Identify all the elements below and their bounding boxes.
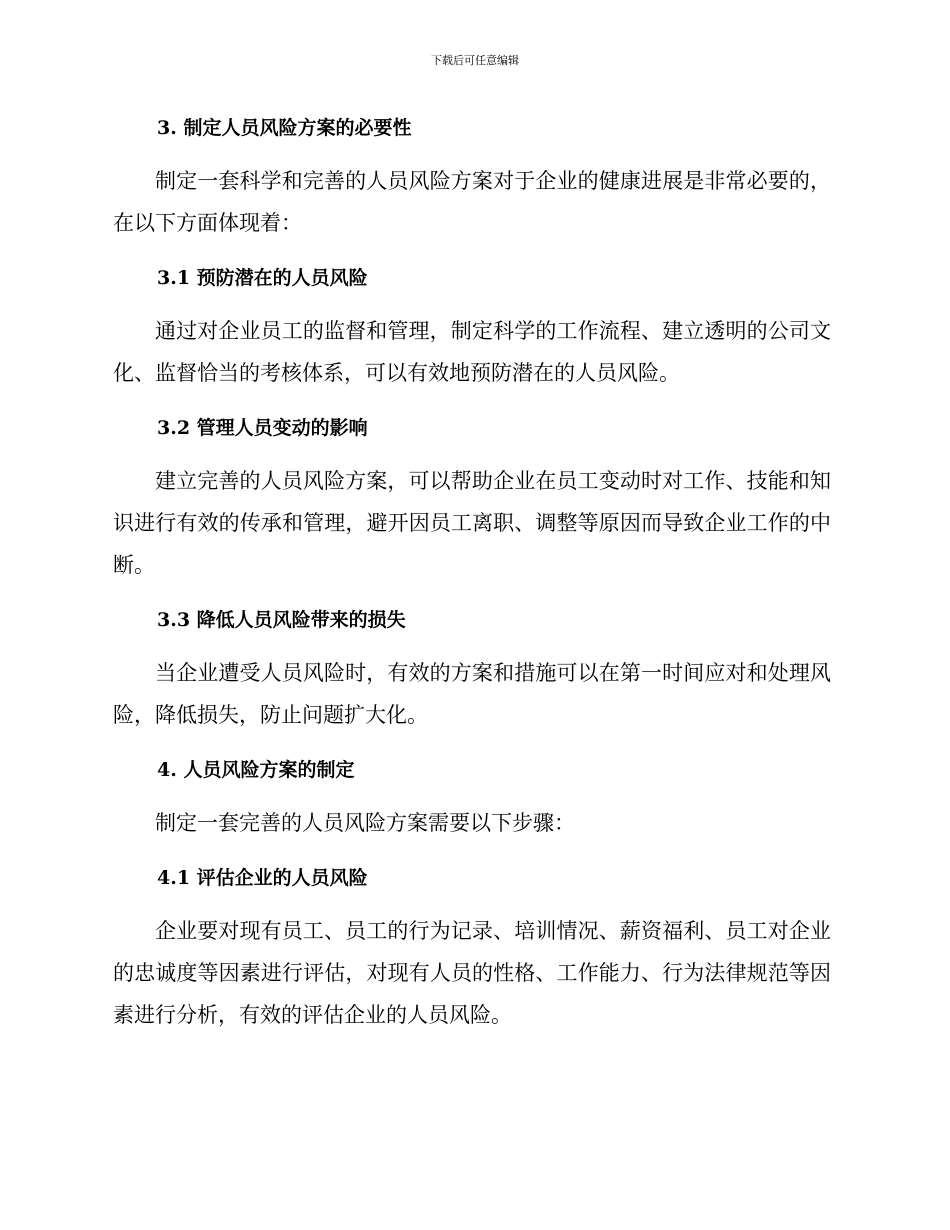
section-heading: 3.2 管理人员变动的影响 — [157, 417, 368, 439]
section-heading: 3. 制定人员风险方案的必要性 — [157, 117, 412, 139]
section-paragraph: 通过对企业员工的监督和管理，制定科学的工作流程、建立透明的公司文化、监督恰当的考核体系，可以有效地预防潜在的人员风险。 — [113, 319, 831, 385]
section-heading: 4. 人员风险方案的制定 — [157, 759, 355, 781]
section-paragraph: 建立完善的人员风险方案，可以帮助企业在员工变动时对工作、技能和知识进行有效的传承和管理，避开因员工离职、调整等原因而导致企业工作的中断。 — [113, 469, 831, 577]
section-paragraph: 企业要对现有员工、员工的行为记录、培训情况、薪资福利、员工对企业的忠诚度等因素进行评估，对现有人员的性格、工作能力、行为法律规范等因素进行分析，有效的评估企业的人员风险。 — [113, 919, 831, 1027]
section-heading: 4.1 评估企业的人员风险 — [157, 867, 368, 889]
section-paragraph: 制定一套科学和完善的人员风险方案对于企业的健康进展是非常必要的，在以下方面体现着： — [113, 169, 831, 235]
section-paragraph: 当企业遭受人员风险时，有效的方案和措施可以在第一时间应对和处理风险，降低损失，防止问题扩大化。 — [113, 661, 831, 727]
section-heading: 3.1 预防潜在的人员风险 — [157, 267, 368, 289]
section-paragraph: 制定一套完善的人员风险方案需要以下步骤： — [155, 811, 575, 835]
document-body — [113, 108, 831, 1036]
page-header-note: 下载后可任意编辑 — [431, 54, 519, 67]
section-heading: 3.3 降低人员风险带来的损失 — [157, 609, 406, 631]
